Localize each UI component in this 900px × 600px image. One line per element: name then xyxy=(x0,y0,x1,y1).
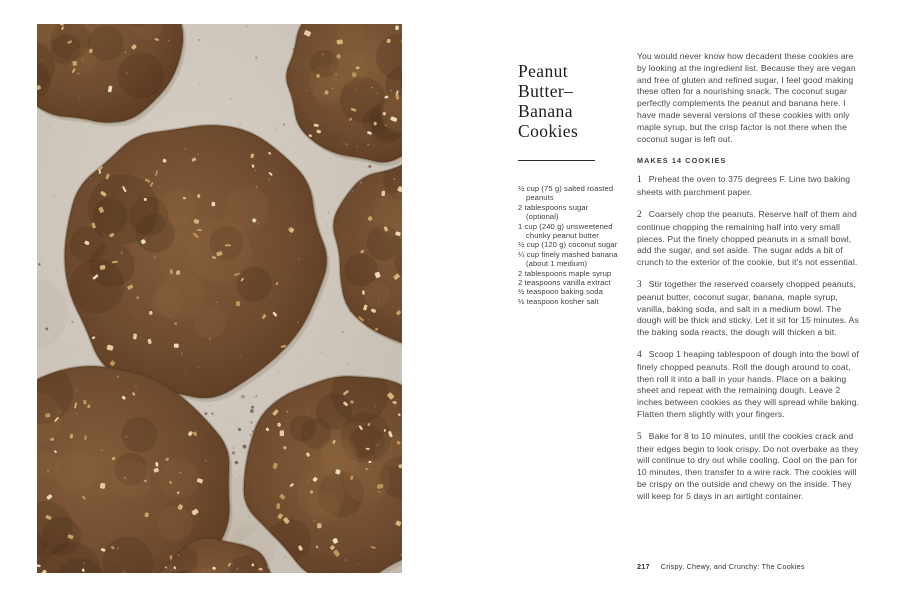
recipe-step xyxy=(637,279,863,339)
step-number: 2 xyxy=(637,209,642,220)
ingredient-item: ½ cup (75 g) salted roasted peanuts xyxy=(518,184,614,203)
cookies-photo xyxy=(37,24,402,573)
recipe-title-line: Butter– xyxy=(518,81,574,101)
page-number: 217 xyxy=(637,562,650,571)
step-text: Bake for 8 to 10 minutes, until the cookies crack and their edges begin to look crispy. Do not overbake as they will continue to dry out while cooling. Cool on the pan for 10 minutes, then transfer to a wire rack. The cookies will be crispy on the outside and chewy on the inside. They will keep for 5 days in an airtight container. xyxy=(637,430,859,501)
ingredient-item: ½ teaspoon baking soda xyxy=(518,287,603,297)
recipe-step xyxy=(637,349,863,421)
recipe-step xyxy=(637,431,863,503)
ingredient-item: ¼ cup finely mashed banana (about 1 medium) xyxy=(518,249,618,269)
recipe-title-line: Peanut xyxy=(518,61,569,81)
step-text: Preheat the oven to 375 degrees F. Line two baking sheets with parchment paper. xyxy=(637,174,851,198)
chapter-title: Crispy, Chewy, and Crunchy: The Cookies xyxy=(660,562,805,571)
ingredient-item: ½ teaspoon kosher salt xyxy=(518,296,599,306)
yield-label: MAKES 14 COOKIES xyxy=(637,156,727,166)
recipe-intro: You would never know how decadent these cookies are by looking at the ingredient list. Because they are vegan and free of gluten and refined sugar, I feel good making these often for a nourishing snack. The coconut sugar perfectly complements the peanut and banana here. I have made several versions of these cookies with only maple syrup, but the crisp factor is not there when the coconut sugar is left out. xyxy=(637,51,856,144)
step-number: 5 xyxy=(637,431,642,442)
recipe-step xyxy=(637,174,863,199)
recipe-step xyxy=(637,209,863,269)
ingredient-item: 2 tablespoons sugar (optional) xyxy=(518,202,589,222)
ingredients-list xyxy=(518,184,621,306)
ingredient-item: 1 cup (240 g) unsweetened chunky peanut butter xyxy=(518,221,613,241)
cookies-photo-illustration xyxy=(37,24,402,573)
page-footer xyxy=(637,562,805,571)
step-number: 1 xyxy=(637,175,642,186)
step-text: Scoop 1 heaping tablespoon of dough into the bowl of finely chopped peanuts. Roll the dough around to coat, then roll it into a ball in your hands. Place on a baking sheet and repeat with the remaining dough. Leave 2 inches between cookies as they will spread while baking. Flatten them slightly with your fingers. xyxy=(637,348,859,419)
recipe-title-line: Banana xyxy=(518,101,573,121)
step-number: 3 xyxy=(637,279,642,290)
step-text: Coarsely chop the peanuts. Reserve half of them and continue chopping the remaining half into very small pieces. Put the finely chopped peanuts in a small bowl, add the sugar, and set aside. The sugar adds a bit of crunch to the exterior of the cookie, but it's not essential. xyxy=(637,208,858,268)
title-divider xyxy=(518,160,595,161)
recipe-header-column xyxy=(518,61,630,306)
step-number: 4 xyxy=(637,349,642,360)
ingredient-item: ½ cup (120 g) coconut sugar xyxy=(518,240,618,250)
recipe-title-line: Cookies xyxy=(518,121,579,141)
recipe-title xyxy=(518,61,630,141)
recipe-body-column xyxy=(637,51,863,513)
recipe-steps xyxy=(637,174,863,502)
ingredient-item: 2 tablespoons maple syrup xyxy=(518,268,612,278)
ingredient-item: 2 teaspoons vanilla extract xyxy=(518,278,611,288)
step-text: Stir together the reserved coarsely chopped peanuts, peanut butter, coconut sugar, banana, maple syrup, vanilla, baking soda, and salt in a medium bowl. The dough will be thick and sticky. Let it sit for 15 minutes. As the baking soda reacts, the dough will thicken a bit. xyxy=(637,278,859,338)
